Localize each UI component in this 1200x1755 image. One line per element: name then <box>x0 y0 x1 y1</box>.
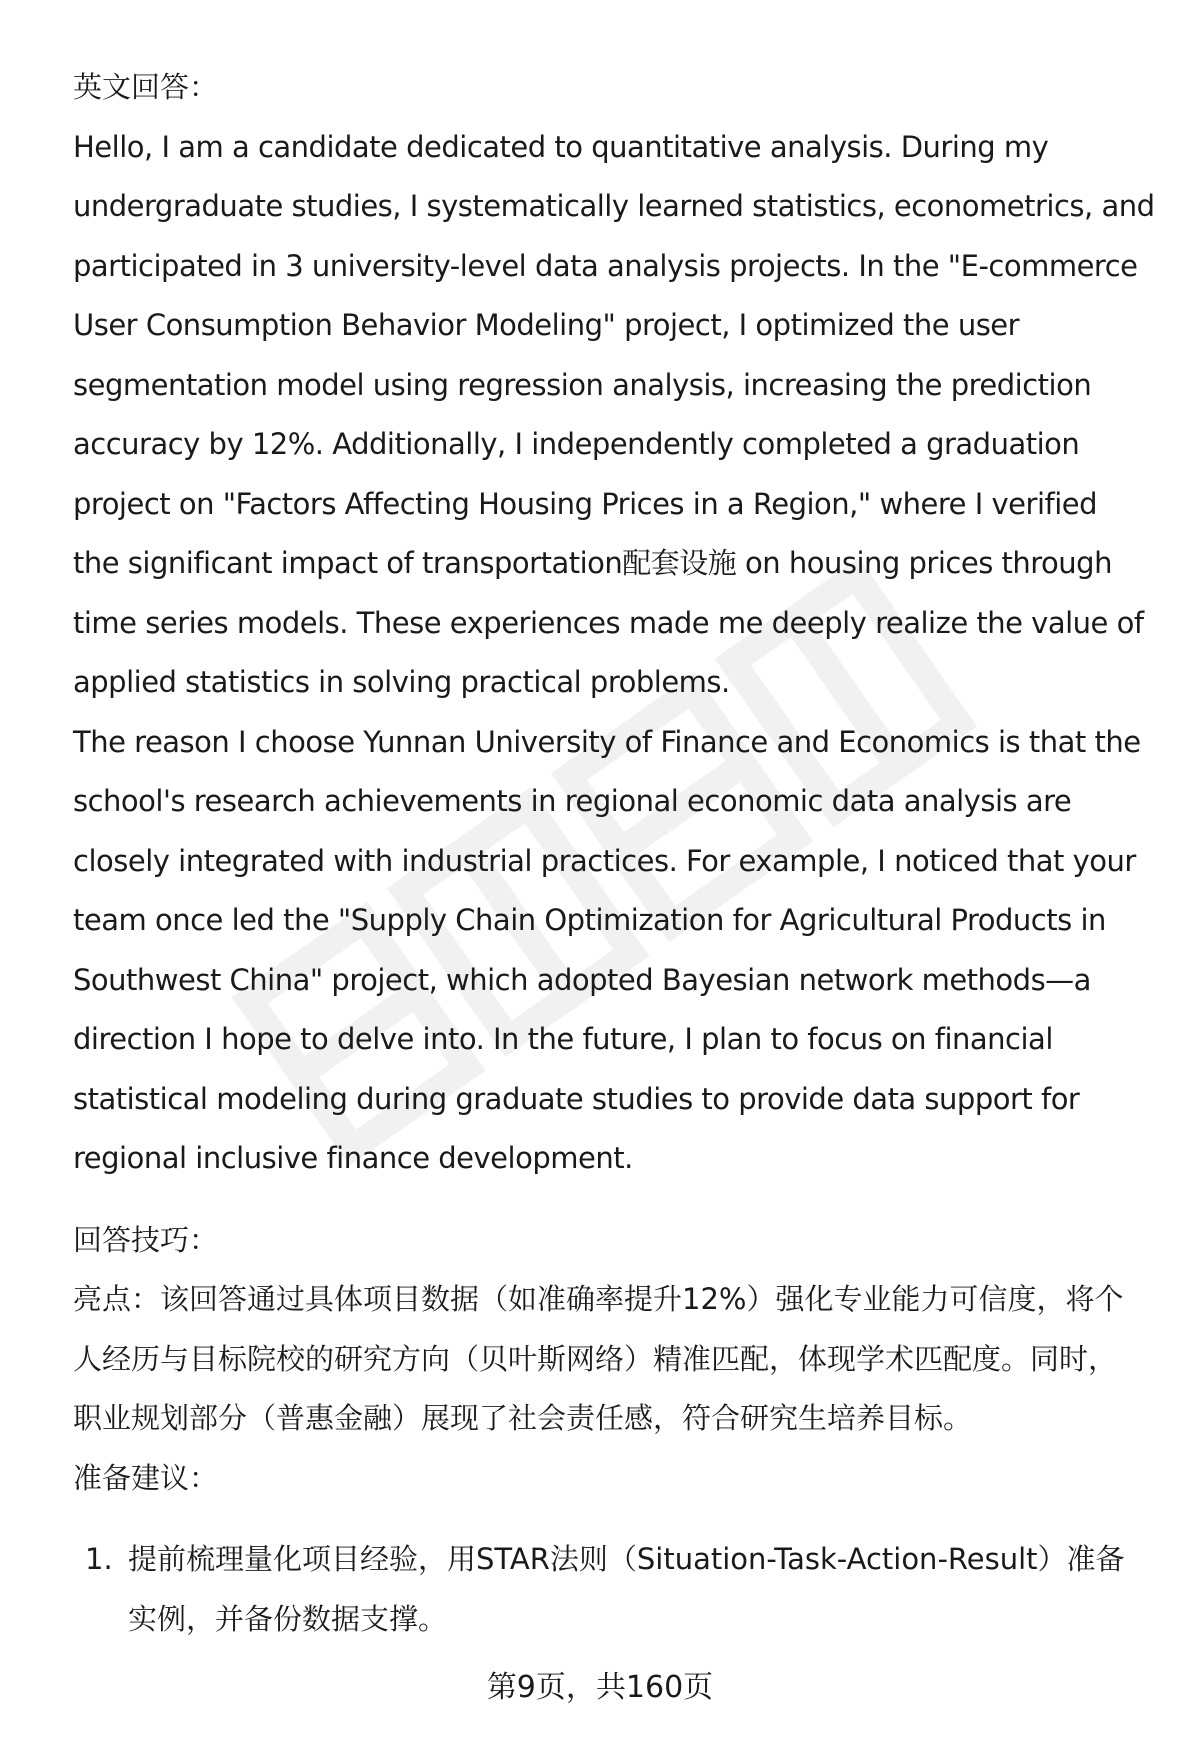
document-body <box>73 58 1163 1649</box>
text-line: project on "Factors Affecting Housing Prices in a Region," where I verified <box>73 486 1098 521</box>
text-line: 提前梳理量化项目经验，用STAR法则（Situation-Task-Action-Result）准备 <box>128 1542 1125 1576</box>
text-line: statistical modeling during graduate studies to provide data support for <box>73 1081 1080 1116</box>
text-line: applied statistics in solving practical problems. <box>73 665 730 699</box>
text-line: 实例，并备份数据支撑。 <box>128 1601 448 1636</box>
text-line: direction I hope to delve into. In the future, I plan to focus on financial <box>73 1022 1053 1056</box>
text-line: time series models. These experiences made me deeply realize the value of <box>73 605 1144 640</box>
text-line: 人经历与目标院校的研究方向（贝叶斯网络）精准匹配，体现学术匹配度。同时， <box>73 1341 1118 1376</box>
text-line: school's research achievements in regional economic data analysis are <box>73 784 1072 818</box>
tips-heading: 回答技巧： <box>73 1222 219 1257</box>
list-spacer <box>73 1508 1163 1530</box>
english-answer-text <box>73 118 1163 1189</box>
list-item <box>73 1530 1163 1649</box>
section-spacer <box>73 1189 1163 1211</box>
text-line: closely integrated with industrial practices. For example, I noticed that your <box>73 843 1136 878</box>
text-line: User Consumption Behavior Modeling" project, I optimized the user <box>73 308 1020 342</box>
text-line: accuracy by 12%. Additionally, I independently completed a graduation <box>73 427 1080 461</box>
text-line: segmentation model using regression analysis, increasing the prediction <box>73 367 1092 402</box>
prep-heading: 准备建议： <box>73 1460 219 1495</box>
text-line: the significant impact of transportation配套设施 on housing prices through <box>73 546 1112 580</box>
text-line: participated in 3 university-level data analysis projects. In the "E-commerce <box>73 248 1138 283</box>
text-line: team once led the "Supply Chain Optimization for Agricultural Products in <box>73 903 1106 937</box>
text-line: 职业规划部分（普惠金融）展现了社会责任感，符合研究生培养目标。 <box>73 1401 973 1435</box>
list-number: 1. <box>85 1542 113 1576</box>
text-line: The reason I choose Yunnan University of Finance and Economics is that the <box>73 724 1141 759</box>
text-line: undergraduate studies, I systematically learned statistics, econometrics, and <box>73 189 1155 223</box>
text-line: Southwest China" project, which adopted Bayesian network methods—a <box>73 962 1091 997</box>
text-line: 亮点：该回答通过具体项目数据（如准确率提升12%）强化专业能力可信度，将个 <box>73 1282 1124 1316</box>
text-line: regional inclusive finance development. <box>73 1141 633 1175</box>
highlight-paragraph <box>73 1270 1163 1449</box>
english-answer-heading: 英文回答： <box>73 70 219 104</box>
page-number: 第9页，共160页 <box>486 1670 714 1705</box>
text-line: Hello, I am a candidate dedicated to quantitative analysis. During my <box>73 129 1049 164</box>
